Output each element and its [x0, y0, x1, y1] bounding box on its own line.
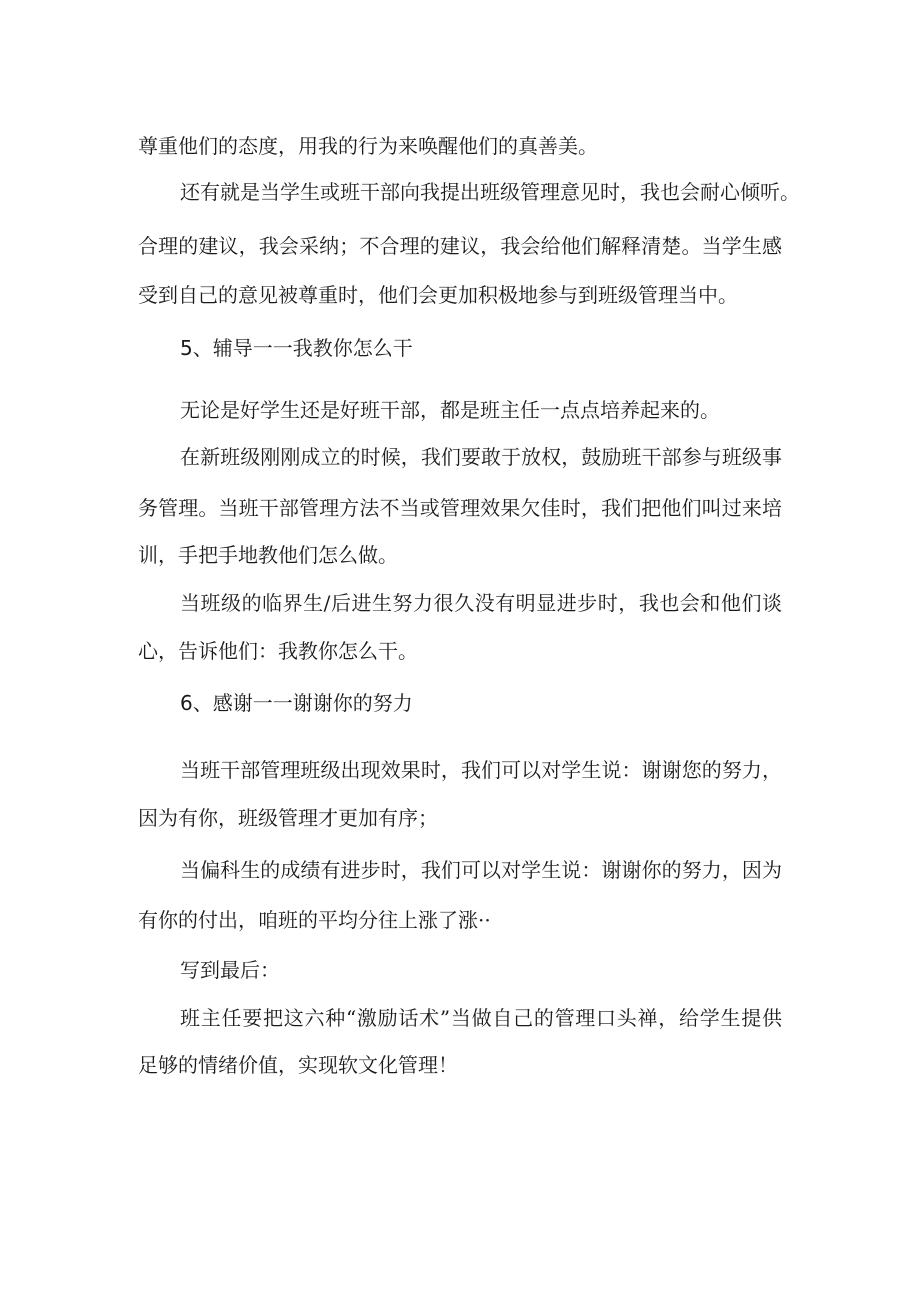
paragraph-line: 班主任要把这六种“激励话术”当做自己的管理口头禅，给学生提供 — [180, 1006, 782, 1030]
paragraph-line: 无论是好学生还是好班干部，都是班主任一点点培养起来的。 — [180, 398, 720, 422]
paragraph-line: 当班干部管理班级出现效果时，我们可以对学生说：谢谢您的努力， — [180, 758, 782, 782]
paragraph-line: 因为有你，班级管理才更加有序； — [138, 806, 438, 830]
paragraph-line: 在新班级刚刚成立的时候，我们要敢于放权，鼓励班干部参与班级事 — [180, 445, 782, 469]
section-heading: 6、感谢一一谢谢你的努力 — [180, 691, 413, 715]
paragraph-line: 有你的付出，咱班的平均分往上涨了涨·· — [138, 908, 491, 932]
paragraph-line: 训，手把手地教他们怎么做。 — [138, 543, 398, 567]
paragraph-line: 心，告诉他们：我教你怎么干。 — [138, 639, 418, 663]
paragraph-line: 合理的建议，我会采纳；不合理的建议，我会给他们解释清楚。当学生感 — [138, 234, 782, 258]
section-heading: 5、辅导一一我教你怎么干 — [180, 336, 413, 360]
paragraph-line: 当班级的临界生/后进生努力很久没有明显进步时，我也会和他们谈 — [180, 591, 782, 615]
paragraph-line: 还有就是当学生或班干部向我提出班级管理意见时，我也会耐心倾听。 — [180, 180, 800, 204]
paragraph-line: 受到自己的意见被尊重时，他们会更加积极地参与到班级管理当中。 — [138, 283, 738, 307]
paragraph-line: 写到最后： — [180, 958, 280, 982]
paragraph-line: 务管理。当班干部管理方法不当或管理效果欠佳时，我们把他们叫过来培 — [138, 496, 782, 520]
paragraph-line: 当偏科生的成绩有进步时，我们可以对学生说：谢谢你的努力，因为 — [180, 858, 782, 882]
paragraph-line: 足够的情绪价值，实现软文化管理！ — [138, 1053, 458, 1077]
paragraph-line: 尊重他们的态度，用我的行为来唤醒他们的真善美。 — [138, 134, 598, 158]
